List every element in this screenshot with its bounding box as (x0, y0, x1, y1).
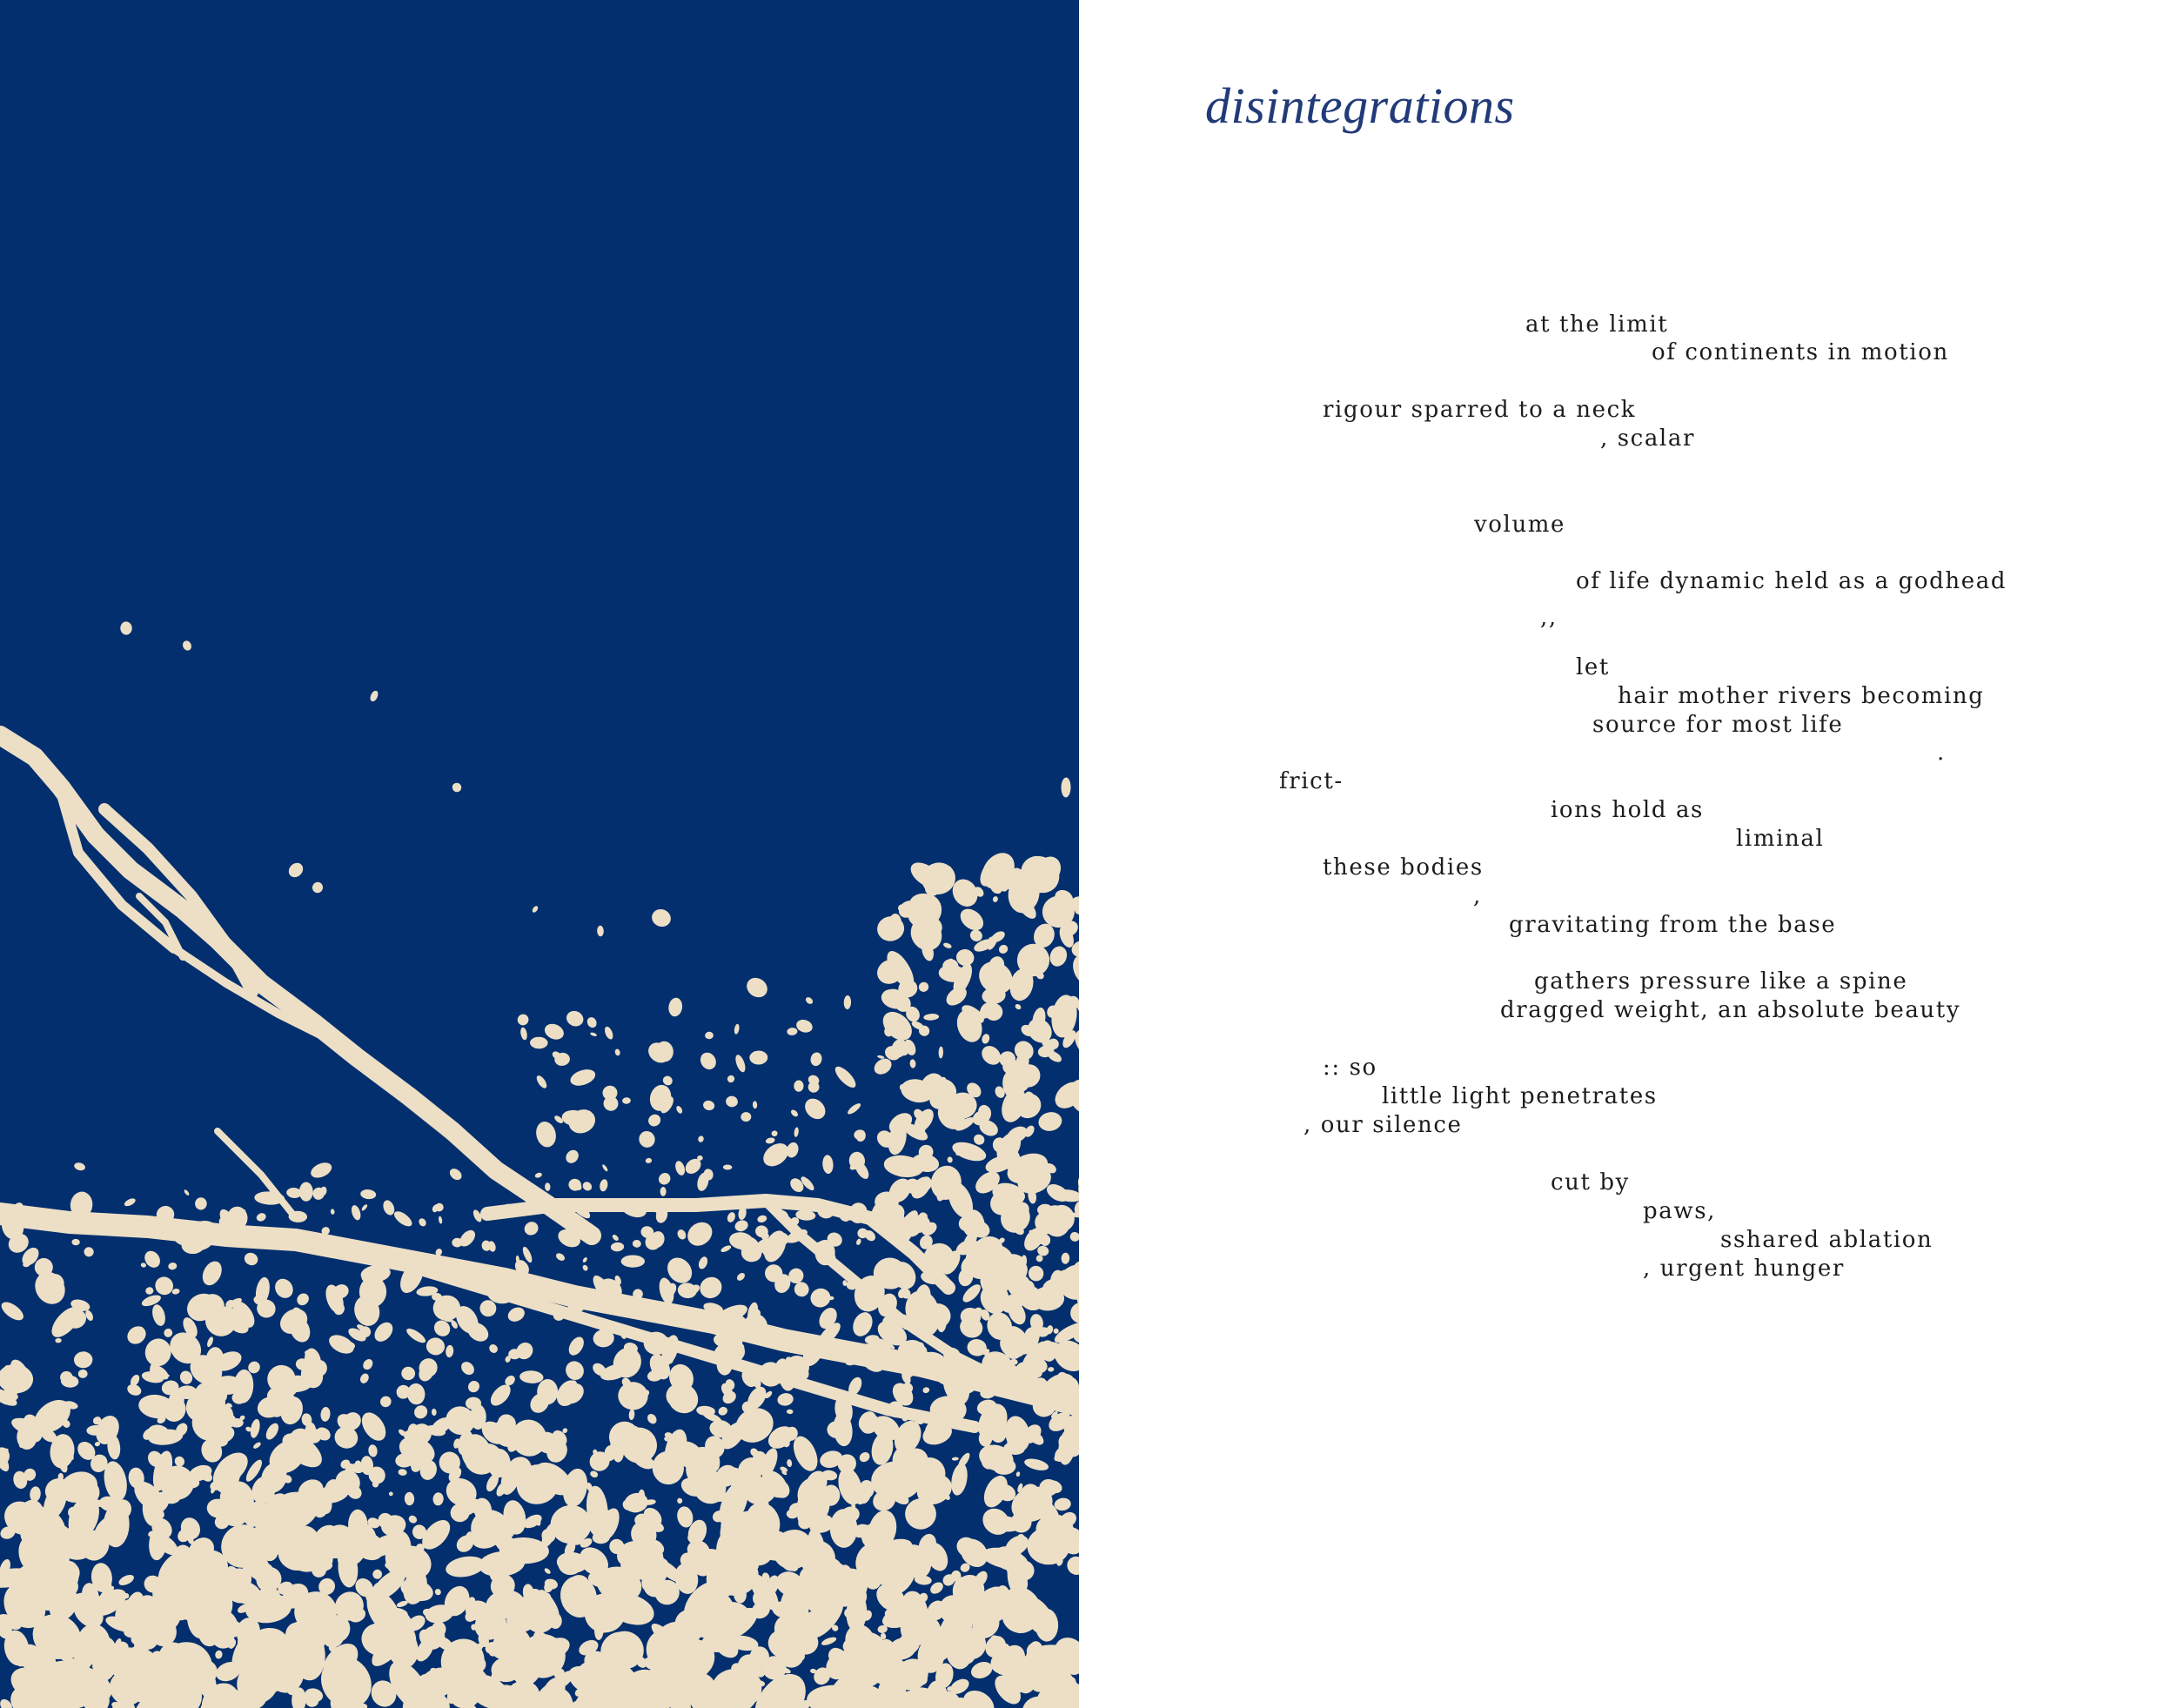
poem-line: dragged weight, an absolute beauty (1500, 997, 1961, 1023)
poem-line: ions hold as (1551, 797, 1704, 823)
text-page (1079, 0, 2158, 1708)
poem-line: source for most life (1592, 712, 1844, 738)
poem-line: hair mother rivers becoming (1618, 683, 1985, 709)
poem-line: volume (1474, 512, 1566, 538)
poem-line: gravitating from the base (1509, 912, 1837, 938)
poem-title: disintegrations (1205, 77, 1515, 134)
poem-line: , (1473, 883, 1482, 909)
poem-line: these bodies (1323, 854, 1484, 881)
poem-line: :: so (1323, 1055, 1377, 1081)
poem-line: , scalar (1600, 425, 1695, 452)
poem-line: little light penetrates (1382, 1083, 1658, 1109)
poem-line: liminal (1736, 826, 1825, 852)
poem-line: , our silence (1304, 1112, 1463, 1138)
poem-line: rigour sparred to a neck (1323, 397, 1637, 423)
poem-line: . (1937, 740, 1946, 766)
poem-line: frict- (1279, 768, 1344, 794)
poem-line: let (1576, 654, 1610, 680)
poem-line: sshared ablation (1720, 1227, 1933, 1253)
poem-line: gathers pressure like a spine (1534, 968, 1908, 995)
poem-line: paws, (1643, 1198, 1717, 1224)
poem-line: of continents in motion (1652, 339, 1949, 365)
poem-line: ,, (1540, 605, 1558, 631)
poem-line: cut by (1551, 1169, 1630, 1196)
poem-line: at the limit (1525, 311, 1669, 338)
poem-line: , urgent hunger (1643, 1256, 1845, 1282)
poem-line: of life dynamic held as a godhead (1576, 568, 2007, 594)
